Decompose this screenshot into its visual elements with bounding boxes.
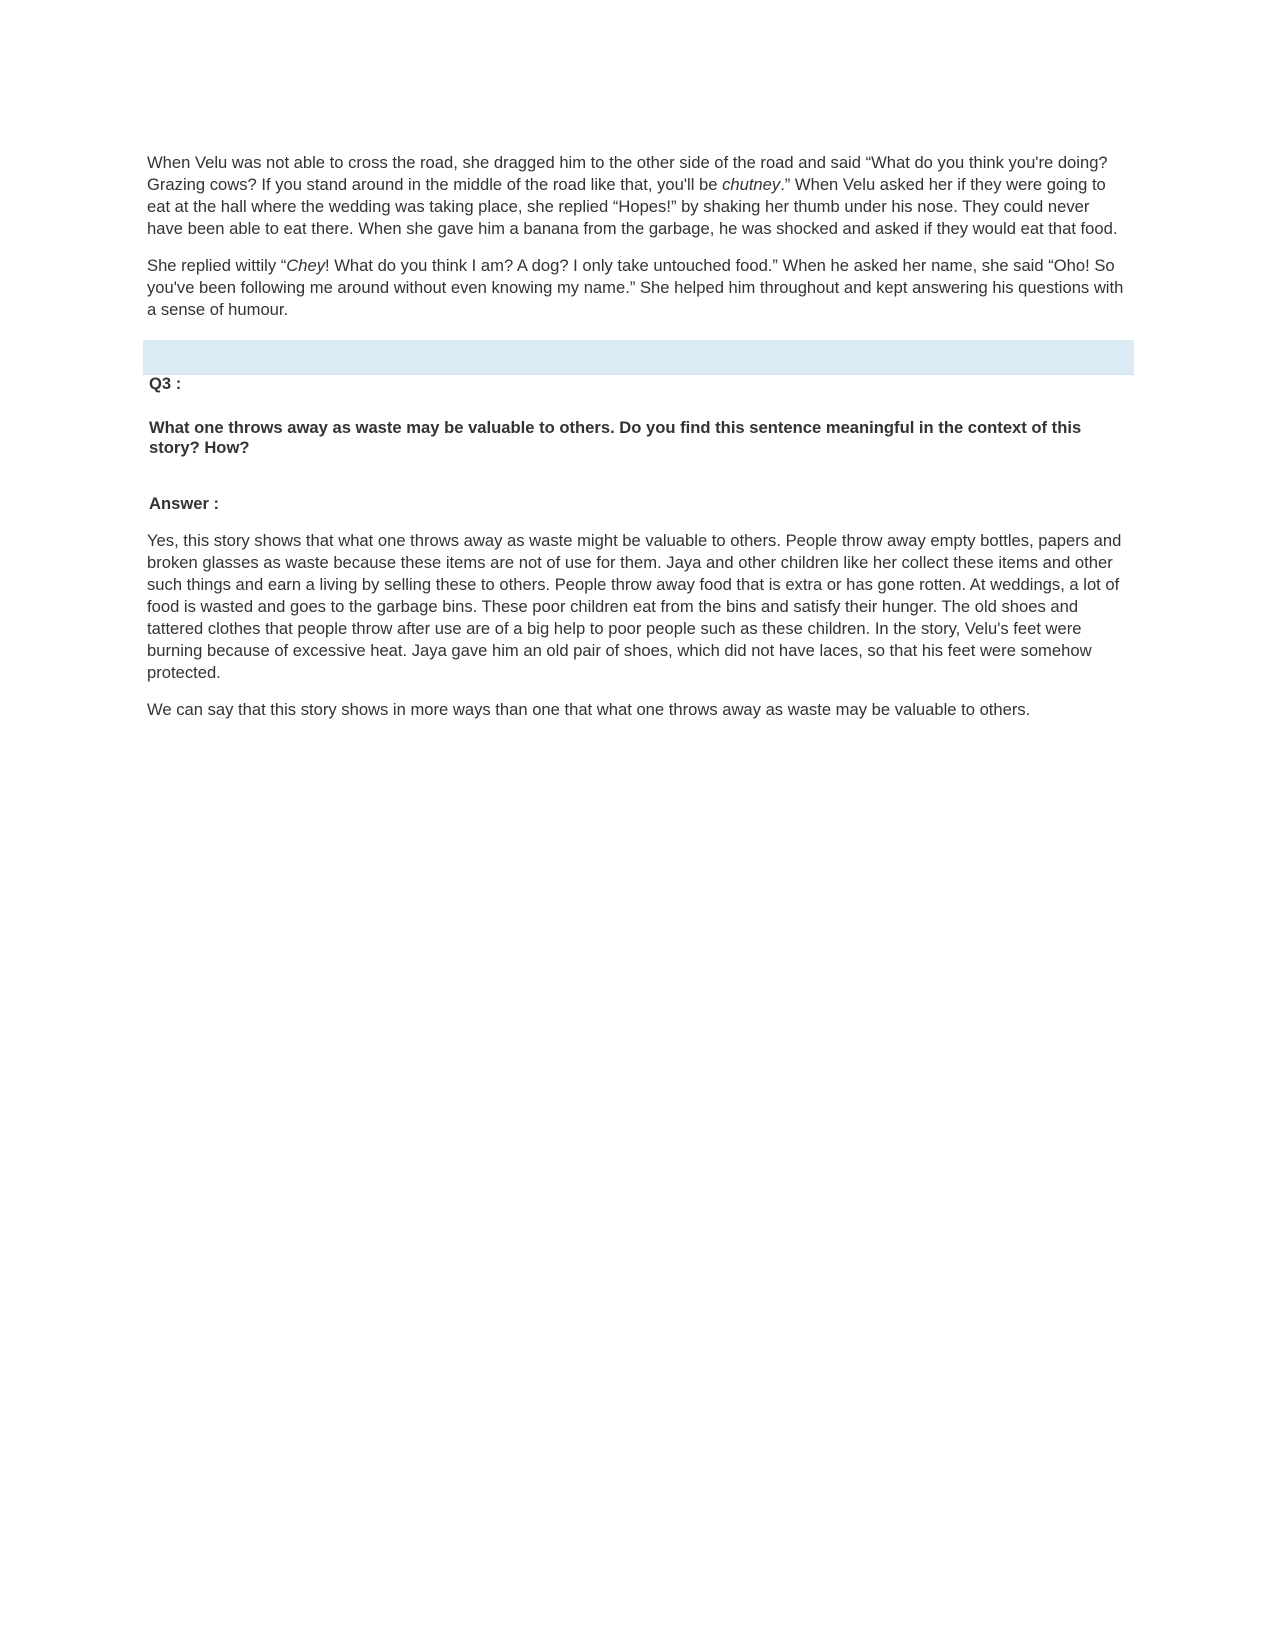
passage-text: ! What do you think I am? A dog? I only take untouched food.” When he asked her name, she said “Oho! So you've been following me around without even knowing my name.” She helped him throughout and kept answering his questions with a sense of humour.	[147, 256, 1124, 319]
question-divider-band	[143, 340, 1134, 375]
emphasis-text: chutney	[722, 175, 781, 194]
passage-text: .” When Velu asked her if they were going to eat at the hall where the wedding was taking place, she replied “Hopes!” by shaking her thumb under his nose. They could never have been able to eat there. When she gave him a banana from the garbage, he was shocked and asked if they would eat that food.	[147, 175, 1118, 238]
question-block	[149, 374, 1129, 514]
emphasis-text: Chey	[286, 256, 326, 275]
question-text: What one throws away as waste may be valuable to others. Do you find this sentence meaningful in the context of this story? How?	[149, 418, 1082, 457]
question-label: Q3 :	[149, 374, 182, 393]
answer-paragraph-2: We can say that this story shows in more ways than one that what one throws away as waste may be valuable to others.	[147, 700, 1031, 719]
passage-paragraph-2	[147, 255, 1127, 321]
passage-section	[147, 152, 1127, 336]
answer-paragraph-1: Yes, this story shows that what one throws away as waste might be valuable to others. People throw away empty bottles, papers and broken glasses as waste because these items are not of use for them. Jaya and other children like her collect these items and other such things and earn a living by selling these to others. People throw away food that is extra or has gone rotten. At weddings, a lot of food is wasted and goes to the garbage bins. These poor children eat from the bins and satisfy their hunger. The old shoes and tattered clothes that people throw after use are of a big help to poor people such as these children. In the story, Velu's feet were burning because of excessive heat. Jaya gave him an old pair of shoes, which did not have laces, so that his feet were somehow protected.	[147, 531, 1122, 682]
passage-text: She replied wittily “	[147, 256, 287, 275]
passage-paragraph-1	[147, 152, 1127, 240]
answer-label: Answer :	[149, 494, 220, 513]
passage-text: When Velu was not able to cross the road, she dragged him to the other side of the road and said “What do you think you're doing? Grazing cows? If you stand around in the middle of the road like that, you'll be	[147, 153, 1108, 194]
answer-section	[147, 530, 1132, 736]
